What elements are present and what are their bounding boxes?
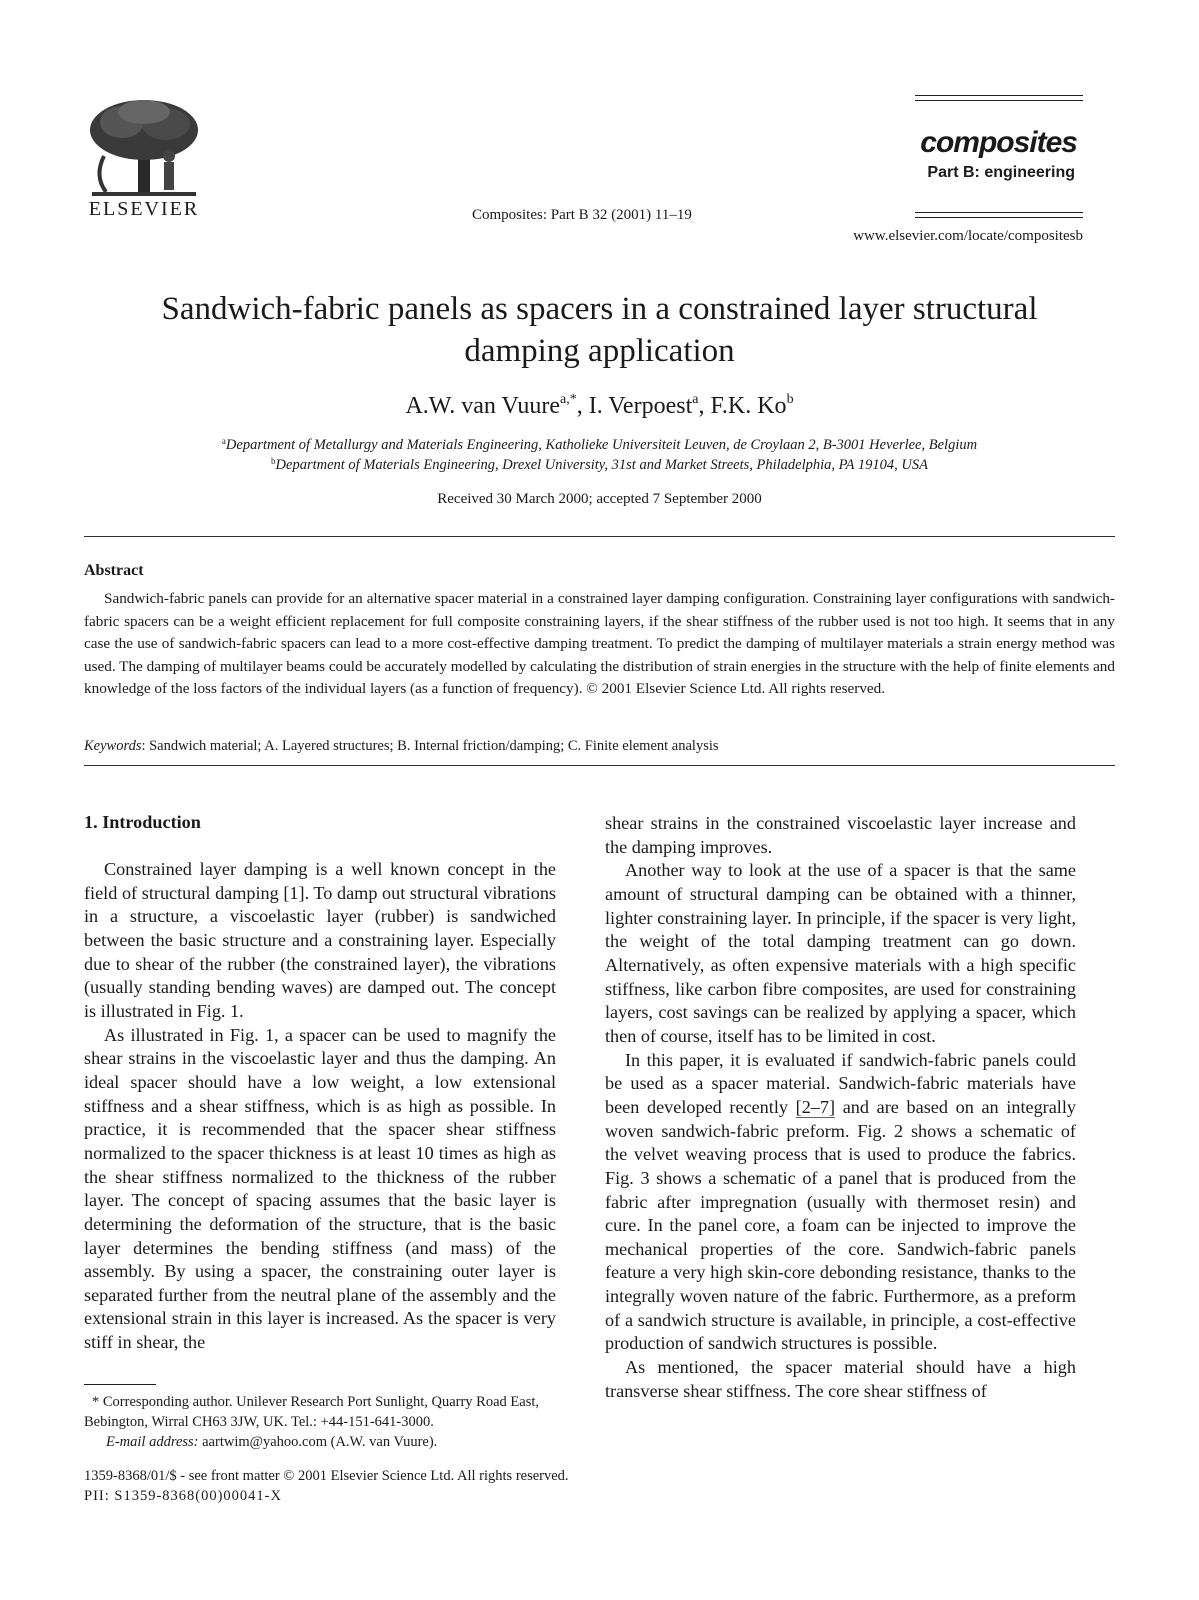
abstract-bottom-rule <box>84 765 1115 766</box>
footnote-email: E-mail address: aartwim@yahoo.com (A.W. van Vuure). <box>106 1434 438 1450</box>
pii-line: PII: S1359-8368(00)00041-X <box>84 1488 282 1504</box>
body-paragraph: As illustrated in Fig. 1, a spacer can be used to magnify the shear strains in the viscoelastic layer and thus the damping. An ideal spacer should have a low weight, a low extensional stiffness and a shear stiffness, which is as high as possible. In practice, it is recommended that the spacer shear stiffness normalized to the spacer thickness is at least 10 times as high as the shear stiffness normalized to the thickness of the rubber layer. The concept of spacing assumes that the basic layer is determining the deformation of the structure, that is the basic layer determines the bending stiffness (and mass) of the assembly. By using a spacer, the constraining outer layer is separated further from the neutral plane of the assembly and the extensional strain in this layer is increased. As the spacer is very stiff in shear, the <box>84 1024 556 1353</box>
footnote-text: * Corresponding author. Unilever Research Port Sunlight, Quarry Road East, Bebington, Wirral CH63 3JW, UK. Tel.: +44-151-641-3000. <box>84 1394 540 1430</box>
keywords <box>84 738 719 755</box>
body-paragraph: Constrained layer damping is a well known concept in the field of structural damping [1]. To damp out structural vibrations in a structure, a viscoelastic layer (rubber) is sandwiched between the basic structure and a constraining layer. Especially due to shear of the rubber (the constrained layer), the vibrations (usually standing bending waves) are damped out. The concept is illustrated in Fig. 1. <box>84 859 556 1021</box>
section-heading: 1. Introduction <box>84 812 201 832</box>
abstract-top-rule <box>84 536 1115 537</box>
journal-citation: Composites: Part B 32 (2001) 11–19 <box>472 207 692 223</box>
author-list: A.W. van Vuure$^{a,*}$, I. Verpoest$^a$, F.K. Ko$^b$ <box>405 392 794 419</box>
abstract-text: Sandwich-fabric panels can provide for an alternative spacer material in a constrained layer damping configuration. Constraining layer configurations with sandwich-fabric spacers can be a weight efficient replacement for full composite constraining layers, if the shear stiffness of the rubber used is not too high. It seems that in any case the use of sandwich-fabric spacers can lead to a more cost-effective damping treatment. To predict the damping of multilayer materials a strain energy method was used. The damping of multilayer beams could be accurately modelled by calculating the distribution of strain energies in the structure with the help of finite elements and knowledge of the loss factors of the individual layers (as a function of frequency). © 2001 Elsevier Science Ltd. All rights reserved. <box>84 590 1115 697</box>
author-marks[interactable]: a <box>692 392 699 407</box>
page-footer <box>84 1466 569 1506</box>
article-title <box>84 288 1115 372</box>
title-line-2: damping application <box>464 333 735 369</box>
received-dates: Received 30 March 2000; accepted 7 September 2000 <box>437 491 762 507</box>
title-line-1: Sandwich-fabric panels as spacers in a constrained layer structural <box>161 291 1038 327</box>
reference-link[interactable]: [2–7] <box>795 1096 836 1117</box>
journal-brand: composites <box>920 126 1077 159</box>
right-column <box>605 812 1076 1403</box>
corresponding-author-footnote <box>84 1392 556 1452</box>
keywords-list: : Sandwich material; A. Layered structures; B. Internal friction/damping; C. Finite element analysis <box>141 738 719 754</box>
left-column <box>84 858 556 1355</box>
brand-bottom-rule-2 <box>915 217 1083 218</box>
body-paragraph: As mentioned, the spacer material should have a high transverse shear stiffness. The core shear stiffness of <box>605 1357 1076 1401</box>
journal-part: Part B: engineering <box>927 164 1075 181</box>
body-paragraph: Another way to look at the use of a spacer is that the same amount of structural damping can be obtained with a thinner, lighter constraining layer. In principle, if the spacer is very light, the weight of the total damping treatment can go down. Alternatively, as often expensive materials with a high specific stiffness, like carbon fibre composites, are used for constraining layers, cost savings can be realized by applying a spacer, which then of course, itself has to be limited in cost. <box>605 860 1076 1046</box>
author-name: A.W. van Vuure <box>405 393 560 419</box>
publisher-name: ELSEVIER <box>88 198 200 220</box>
body-paragraph: In this paper, it is evaluated if sandwich-fabric panels could be used as a spacer material. Sandwich-fabric materials have been developed recently [2–7] and are based on an integrally woven sandwich-fabric preform. Fig. 2 shows a schematic of the velvet weaving process that is used to produce the fabrics. Fig. 3 shows a schematic of a panel that is produced from the fabric after impregnation (usually with thermoset resin) and cure. In the panel core, a foam can be injected to improve the mechanical properties of the core. Sandwich-fabric panels feature a very high skin-core debonding resistance, thanks to the integrally woven nature of the fabric. Furthermore, as a preform of a sandwich structure is available, in principle, a cost-effective production of sandwich structures is possible. <box>605 1049 1077 1354</box>
brand-top-rule-2 <box>915 100 1083 101</box>
author-marks[interactable]: b <box>786 392 794 407</box>
brand-top-rule <box>915 95 1083 96</box>
brand-bottom-rule <box>915 212 1083 213</box>
footnote-rule <box>84 1384 156 1385</box>
abstract-heading: Abstract <box>84 562 144 579</box>
author-marks[interactable]: a,* <box>559 392 577 407</box>
issn-line: 1359-8368/01/$ - see front matter © 2001 Elsevier Science Ltd. All rights reserved. <box>84 1468 569 1484</box>
author-name: F.K. Ko <box>710 393 787 419</box>
affiliation-b: $^b$Department of Materials Engineering, Drexel University, 31st and Market Streets, Philadelphia, PA 19104, USA <box>271 456 928 473</box>
body-paragraph: shear strains in the constrained viscoelastic layer increase and the damping improves. <box>605 813 1076 857</box>
keywords-label: Keywords <box>84 738 142 754</box>
affiliation-a: $^a$Department of Metallurgy and Materials Engineering, Katholieke Universiteit Leuven, de Croylaan 2, B-3001 Heverlee, Belgium <box>221 436 978 453</box>
journal-url[interactable]: www.elsevier.com/locate/compositesb <box>853 228 1083 244</box>
author-name: I. Verpoest <box>588 393 693 419</box>
